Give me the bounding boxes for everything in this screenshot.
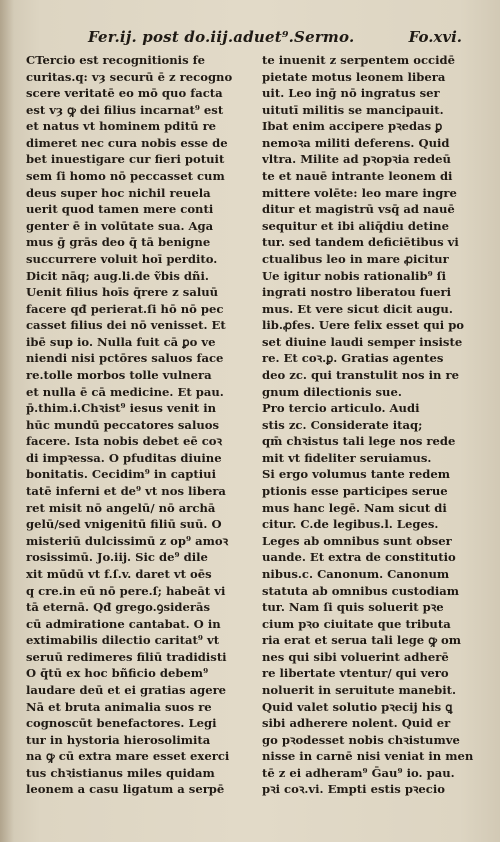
text-line: et nulla ē cā medicine. Et pau. (26, 384, 224, 399)
text-line: deo zc. qui transtulit nos in re (262, 367, 459, 382)
text-line: tur. sed tandem deficiētibus vi (262, 235, 459, 250)
text-line: noluerit in seruitute manebit. (262, 682, 457, 697)
text-line: Nā et bruta animalia suos re (26, 699, 212, 714)
text-line: Quid valet solutio pꝛecij his ꝗ (262, 699, 453, 714)
text-line: uit. Leo inḡ nō ingratus ser (262, 86, 440, 101)
text-line: curitas.q: vȝ securū ē z recogno (26, 69, 233, 84)
text-line: uerit quod tamen mere conti (26, 202, 214, 217)
text-line: facere qđ perierat.ſi hō nō pec (26, 301, 224, 316)
folio-number: Fo.xvi. (408, 28, 462, 46)
text-line: cium pꝛo ciuitate que tributa (262, 616, 451, 631)
text-line: hūc mundū peccatores saluos (26, 417, 220, 432)
text-line: rosissimū. Jo.iij. Sic de⁹ dile (26, 550, 208, 565)
text-line: tā eternā. Qđ grego.ꝯsiderās (26, 600, 211, 615)
text-line: mit vt fideliter seruiamus. (262, 450, 432, 465)
text-line: stis zc. Considerate itaq; (262, 417, 423, 432)
text-line: Uenit filius hoīs q̄rere z saluū (26, 285, 219, 300)
text-line: tur. Nam ſi quis soluerit pꝛe (262, 600, 444, 615)
text-line: scere veritatē eo mō quo facta (26, 86, 223, 101)
text-line: te et nauē intrante leonem di (262, 169, 453, 184)
text-line: leonem a casu ligatum a serpē (26, 782, 225, 797)
text-line: laudare deū et ei gratias agere (26, 682, 227, 697)
text-line: pꝛi coꝛ.vi. Empti estis pꝛecio (262, 782, 445, 797)
text-line: go pꝛodesset nobis chꝛistumve (262, 732, 460, 747)
text-line: et natus vt hominem pditū re (26, 119, 217, 134)
text-line: set diuine laudi semper insiste (262, 334, 463, 349)
text-line: xit mūdū vt f.ſ.v. daret vt oēs (26, 566, 212, 581)
text-line: sem ſi homo nō peccasset cum (26, 169, 225, 184)
left-text-column (26, 52, 238, 798)
text-line: ret misit nō angelū/ nō archā (26, 500, 216, 515)
text-line: gnum dilectionis sue. (262, 384, 402, 399)
text-line: vltra. Milite ad pꝛopꝛia redeū (262, 152, 451, 167)
text-line: tus chꝛistianus miles quidam (26, 765, 215, 780)
text-line: Si ergo volumus tante redem (262, 467, 451, 482)
text-line: casset filius dei nō venisset. Et (26, 318, 226, 333)
text-line: uande. Et extra de constitutio (262, 550, 456, 565)
text-line: mittere volēte: leo mare ingre (262, 185, 457, 200)
text-line: mus hanc legē. Nam sicut di (262, 500, 447, 515)
text-line: p̄.thim.i.Chꝛist⁹ iesus venit in (26, 401, 217, 416)
text-line: tē z ei adheram⁹ Ḡau⁹ io. pau. (262, 765, 455, 780)
text-line: qm̄ chꝛistus tali lege nos rede (262, 434, 456, 449)
text-line: uitutī militis se mancipauit. (262, 102, 444, 117)
text-line: Leges ab omnibus sunt obser (262, 533, 452, 548)
text-line: nibus.c. Canonum. Canonum (262, 566, 450, 581)
text-line: tatē inferni et de⁹ vt nos libera (26, 484, 226, 499)
running-head: Fer.ij. post do.iij.aduet⁹.Sermo. (88, 28, 355, 46)
text-line: mus. Et vere sicut dicit augu. (262, 301, 453, 316)
text-line: misteriū dulcissimū z op⁹ amoꝛ (26, 533, 229, 548)
text-line: sequitur et ibi aliq̄diu detine (262, 218, 449, 233)
text-line: statuta ab omnibus custodiam (262, 583, 460, 598)
text-line: re.tolle morbos tolle vulnera (26, 367, 212, 382)
text-line: dimeret nec cura nobis esse de (26, 135, 228, 150)
text-line: re. Et coꝛ.ꝑ. Gratias agentes (262, 351, 444, 366)
right-text-column (262, 52, 474, 798)
text-line: sibi adherere nolent. Quid er (262, 716, 451, 731)
text-line: Ue igitur nobis rationalib⁹ ſi (262, 268, 447, 283)
text-line: Dicit nāq; aug.li.de ṽbis dñi. (26, 268, 209, 283)
text-line: ibē sup io. Nulla fuit cā ꝑo ve (26, 334, 216, 349)
page-edge-shadow (0, 0, 14, 842)
text-line: na ꝙ cū extra mare esset exerci (26, 749, 230, 764)
text-line: nemoꝛa militi deferens. Quid (262, 135, 450, 150)
text-line: facere. Ista nobis debet eē coꝛ (26, 434, 223, 449)
text-line: citur. C.de legibus.l. Leges. (262, 517, 439, 532)
text-line: tur in hystoria hierosolimita (26, 732, 211, 747)
text-line: cū admiratione cantabat. O in (26, 616, 221, 631)
text-line: bet inuestigare cur fieri potuit (26, 152, 225, 167)
text-line: q cre.in eū nō pere.ſ; habeāt vi (26, 583, 226, 598)
text-line: seruū redimeres filiū tradidisti (26, 649, 227, 664)
text-line: Pro tercio articulo. Audi (262, 401, 420, 416)
text-line: gelū/sed vnigenitū filiū suū. O (26, 517, 222, 532)
page-header (30, 28, 480, 50)
text-line: ingrati nostro liberatou fueri (262, 285, 452, 300)
text-line: mus ḡ grās deo q̄ tā benigne (26, 235, 211, 250)
text-line: te inuenit z serpentem occidē (262, 53, 455, 67)
text-line: CTercio est recognitionis fe (26, 53, 206, 67)
text-line: ptionis esse participes serue (262, 484, 448, 499)
text-line: genter ē in volūtate sua. Aga (26, 218, 214, 233)
text-line: O q̄tū ex hoc bñficio debem⁹ (26, 666, 209, 681)
text-line: ria erat et serua tali lege ꝙ om (262, 633, 461, 648)
text-line: pietate motus leonem libera (262, 69, 446, 84)
text-line: ctualibus leo in mare ꝓicitur (262, 251, 449, 266)
text-line: cognoscūt benefactores. Legi (26, 716, 217, 731)
text-line: succurrere voluit hoī perdito. (26, 251, 218, 266)
text-line: re libertate vtentur/ qui vero (262, 666, 449, 681)
text-line: nisse in carnē nisi veniat in men (262, 749, 474, 764)
text-line: niendi nisi pctōres saluos face (26, 351, 224, 366)
text-line: ditur et magistrū vsq̄ ad nauē (262, 202, 455, 217)
text-line: di impꝛessa. O pfuditas diuine (26, 450, 222, 465)
text-line: deus super hoc nichil reuela (26, 185, 211, 200)
text-line: Ibat enim accipere pꝛedas ꝑ (262, 119, 443, 134)
text-line: est vȝ ꝙ dei filius incarnat⁹ est (26, 102, 224, 117)
text-line: nes qui sibi voluerint adherē (262, 649, 449, 664)
text-line: bonitatis. Cecidim⁹ in captiui (26, 467, 217, 482)
text-line: extimabilis dilectio caritat⁹ vt (26, 633, 220, 648)
text-line: lib.ꝓfes. Uere felix esset qui po (262, 318, 465, 333)
